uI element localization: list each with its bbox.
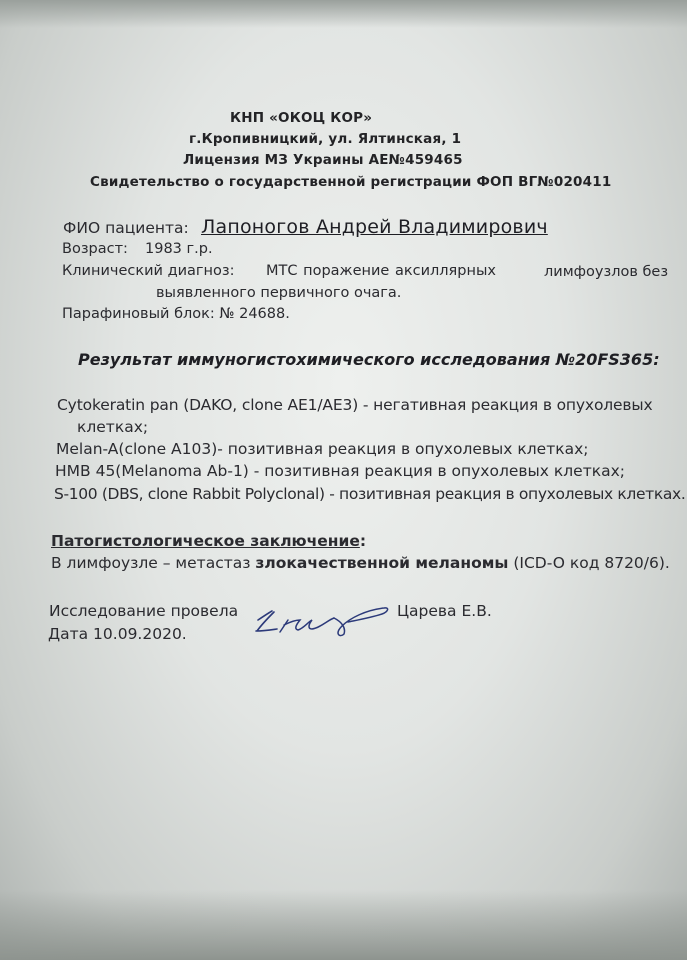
patient-age-label: Возраст: xyxy=(62,241,128,257)
signature xyxy=(250,598,395,642)
patient-age-value: 1983 г.р. xyxy=(145,241,213,257)
patient-name-value: Лапоногов Андрей Владимирович xyxy=(201,216,548,238)
conclusion-colon: : xyxy=(359,532,367,550)
conclusion-text-bold: злокачественной меланомы xyxy=(255,554,509,572)
top-shadow xyxy=(0,0,687,28)
diagnosis-line2: выявленного первичного очага. xyxy=(156,285,402,301)
diagnosis-label: Клинический диагноз: xyxy=(62,263,235,279)
conclusion-heading-row xyxy=(51,532,366,550)
patient-name-label: ФИО пациента: xyxy=(63,219,189,237)
result-line-cytokeratin-cont: клетках; xyxy=(77,418,149,436)
performed-by-label: Исследование провела xyxy=(49,602,239,620)
doctor-name: Царева Е.В. xyxy=(397,602,492,620)
result-line-hmb45: HMB 45(Melanoma Ab-1) - позитивная реакция в опухолевых клетках; xyxy=(55,462,625,480)
result-line-melan-a: Melan-A(clone A103)- позитивная реакция в опухолевых клетках; xyxy=(56,440,589,458)
header-license: Лицензия МЗ Украины АЕ№459465 xyxy=(183,152,463,168)
conclusion-text-a: В лимфоузле – метастаз xyxy=(51,554,256,572)
header-certificate: Свидетельство о государственной регистрации ФОП ВГ№020411 xyxy=(90,174,612,190)
conclusion-text xyxy=(51,554,670,572)
conclusion-heading: Патогистологическое заключение xyxy=(51,532,360,550)
report-date: Дата 10.09.2020. xyxy=(48,625,187,643)
result-line-cytokeratin: Cytokeratin pan (DAKO, clone AE1/AE3) - негативная реакция в опухолевых xyxy=(57,396,653,414)
bottom-shadow xyxy=(0,890,687,960)
conclusion-text-c: (ICD-O код 8720/6). xyxy=(508,554,670,572)
diagnosis-line1b: лимфоузлов без xyxy=(544,264,669,280)
result-line-s100: S-100 (DBS, clone Rabbit Polyclonal) - позитивная реакция в опухолевых клетках. xyxy=(54,485,686,503)
diagnosis-line1a: МТС поражение аксиллярных xyxy=(266,263,496,279)
header-org: КНП «ОКОЦ КОР» xyxy=(230,110,373,126)
result-title: Результат иммуногистохимического исследования №20FS365: xyxy=(78,350,660,369)
header-address: г.Кропивницкий, ул. Ялтинская, 1 xyxy=(189,131,462,147)
paraffin-block: Парафиновый блок: № 24688. xyxy=(62,306,290,322)
